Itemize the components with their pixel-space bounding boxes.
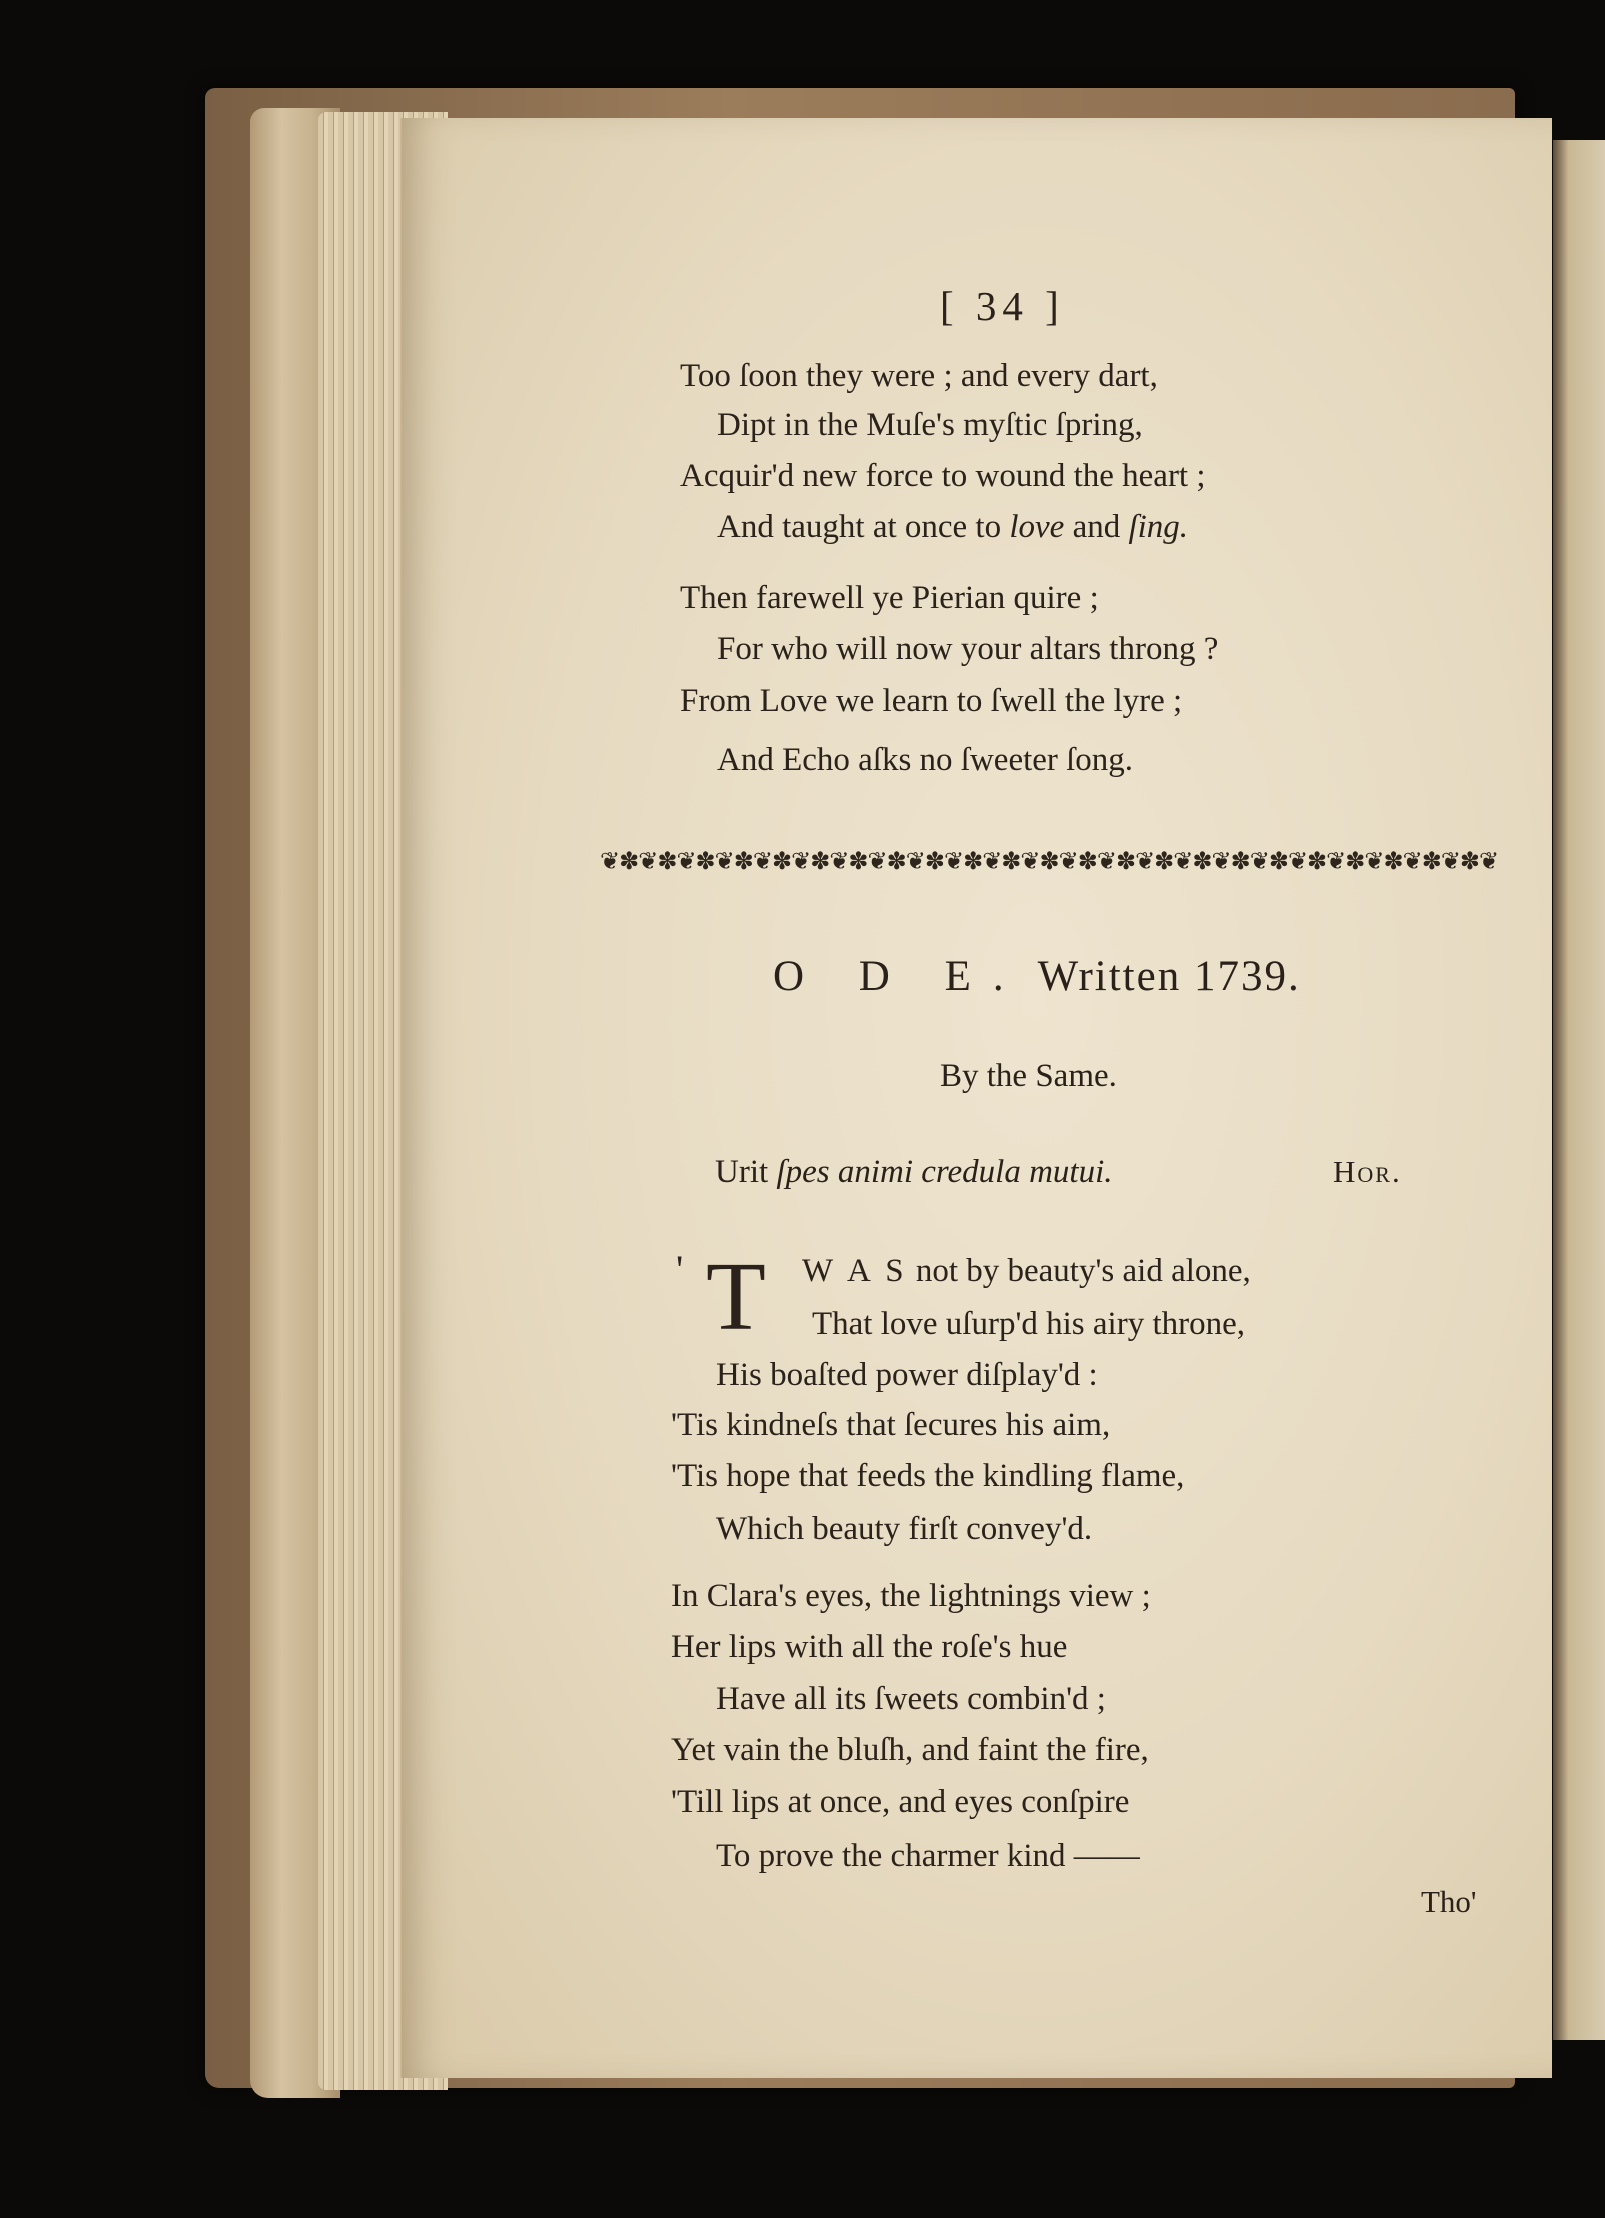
verse-line: That love uſurp'd his airy throne,: [812, 1306, 1246, 1342]
verse-line: His boaſted power diſplay'd :: [716, 1357, 1098, 1393]
italic-word: love: [1009, 509, 1065, 545]
verse-line: And taught at once to love and ſing.: [717, 509, 1189, 545]
italic-word: ſing.: [1128, 509, 1189, 545]
verse-line: For who will now your altars throng ?: [717, 631, 1219, 667]
verse-line: In Clara's eyes, the lightnings view ;: [671, 1578, 1151, 1614]
verse-line: Have all its ſweets combin'd ;: [716, 1681, 1106, 1717]
verse-line: 'Till lips at once, and eyes conſpire: [671, 1784, 1130, 1820]
verse-line: 'Tis hope that feeds the kindling flame,: [671, 1458, 1185, 1494]
verse-line: Her lips with all the roſe's hue: [671, 1629, 1068, 1665]
verse-line: Then farewell ye Pierian quire ;: [680, 580, 1099, 616]
verse-line: Acquir'd new force to wound the heart ;: [680, 458, 1206, 494]
opening-quote: ': [676, 1247, 684, 1292]
verse-line: From Love we learn to ſwell the lyre ;: [680, 683, 1183, 719]
page-number: [ 34 ]: [940, 283, 1065, 329]
epigraph: Urit ſpes animi credula mutui.: [715, 1154, 1113, 1190]
byline: By the Same.: [940, 1058, 1117, 1094]
verse-line: Which beauty firſt convey'd.: [716, 1511, 1093, 1547]
verse-line: Dipt in the Muſe's myſtic ſpring,: [717, 407, 1143, 443]
verse-line: Yet vain the bluſh, and faint the fire,: [671, 1732, 1149, 1768]
verse-line: Too ſoon they were ; and every dart,: [680, 358, 1158, 394]
verse-line: And Echo aſks no ſweeter ſong.: [717, 742, 1134, 778]
verse-line: W A S not by beauty's aid alone,: [802, 1253, 1251, 1289]
ornamental-rule: ❦✽❦✽❦✽❦✽❦✽❦✽❦✽❦✽❦✽❦✽❦✽❦✽❦✽❦✽❦✽❦✽❦✽❦✽❦✽❦✽❦✽❦✽❦✽❦: [600, 847, 1499, 875]
catchword: Tho': [1421, 1884, 1477, 1919]
epigraph-author: Hor.: [1333, 1154, 1402, 1189]
verse-line: 'Tis kindneſs that ſecures his aim,: [671, 1407, 1111, 1443]
verse-line: To prove the charmer kind ——: [716, 1838, 1140, 1874]
ode-title: O D E. Written 1739.: [773, 953, 1301, 1000]
drop-cap-initial: T: [706, 1243, 766, 1351]
